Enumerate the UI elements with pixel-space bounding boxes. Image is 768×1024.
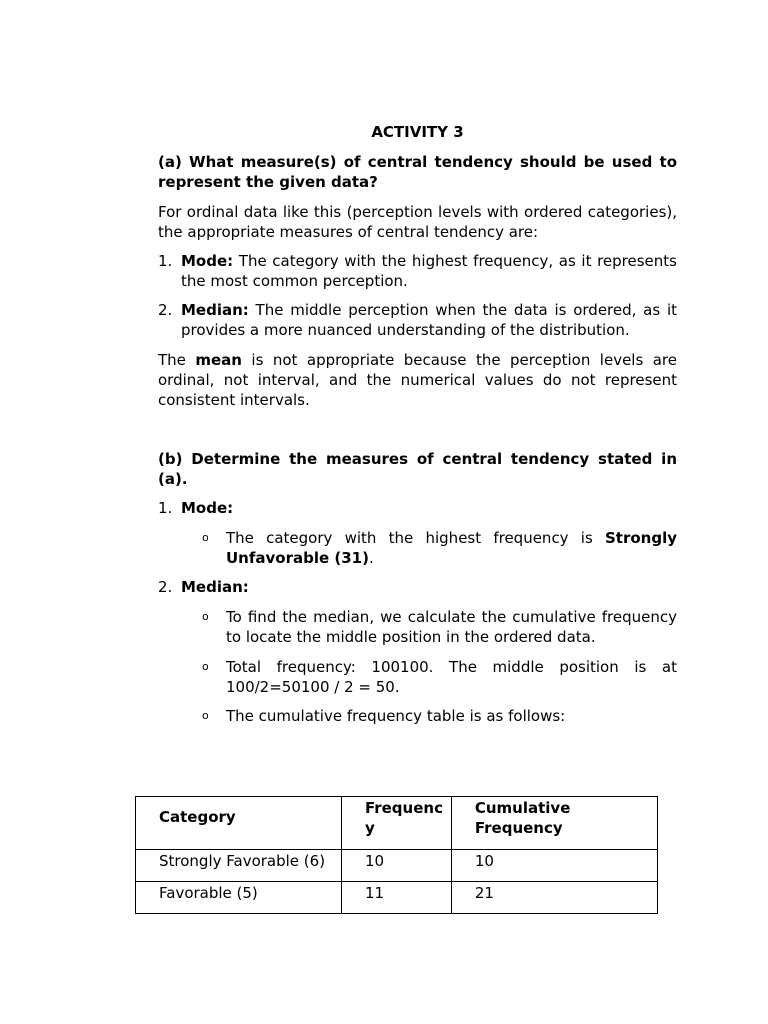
list-item-label: Mode:	[181, 499, 234, 517]
bullet-marker: o	[202, 709, 209, 722]
bullet-text	[226, 528, 677, 568]
bullet-item-mode-result	[202, 528, 677, 568]
list-number: 2.	[158, 301, 173, 319]
cell-cumulative	[451, 882, 657, 914]
list-item-text	[181, 300, 677, 340]
bullet-marker: o	[202, 531, 209, 544]
header-cumulative-line2: Frequency	[474, 819, 563, 837]
cell-frequency	[341, 850, 451, 882]
cell-frequency-text: 10	[364, 852, 385, 870]
header-frequency-line2: y	[364, 819, 375, 837]
bullet-text: Total frequency: 100100. The middle position is at 100/2=50100 / 2 = 50.	[226, 658, 677, 696]
list-item-body: The category with the highest frequency, as it represents the most common perception.	[181, 252, 677, 290]
cell-frequency-text: 11	[364, 884, 385, 902]
cell-cumulative-text: 10	[474, 852, 494, 870]
mean-note	[158, 350, 677, 410]
page-title: ACTIVITY 3	[371, 123, 464, 141]
list-item-label: Mode:	[181, 252, 234, 270]
header-frequency-line1: Frequenc	[364, 799, 443, 817]
cell-category	[136, 850, 342, 882]
cell-frequency	[341, 882, 451, 914]
bullet-text: To find the median, we calculate the cumulative frequency to locate the middle position in the ordered data.	[226, 608, 677, 646]
cell-category-text: Strongly Favorable (6)	[159, 852, 326, 870]
mean-note-pre: The	[158, 351, 196, 369]
header-cumulative-line1: Cumulative	[474, 799, 571, 817]
header-frequency-label	[342, 797, 451, 838]
list-item-mode	[158, 251, 677, 291]
cell-category-text: Favorable (5)	[159, 884, 258, 902]
bullet-item-median-method	[202, 607, 677, 647]
part-a-heading: (a) What measure(s) of central tendency should be used to represent the given data?	[158, 153, 677, 191]
list-item-label: Median:	[181, 301, 249, 319]
list-item-text	[181, 251, 677, 291]
header-cumulative	[451, 797, 657, 850]
header-category-label: Category	[159, 808, 236, 826]
header-cumulative-label	[452, 797, 657, 838]
cumulative-frequency-table	[135, 796, 658, 914]
table-row	[136, 882, 658, 914]
mean-note-post: is not appropriate because the perception levels are ordinal, not interval, and the numerical values do not represent consistent intervals.	[158, 351, 677, 409]
cell-cumulative	[451, 850, 657, 882]
list-item-label: Median:	[181, 578, 249, 596]
list-item-median-b	[158, 577, 677, 597]
list-number: 2.	[158, 578, 173, 596]
table-header-row	[136, 797, 658, 850]
list-number: 1.	[158, 252, 173, 270]
part-a-intro: For ordinal data like this (perception levels with ordered categories), the appropriate measures of central tendency are:	[158, 203, 677, 241]
bullet-marker: o	[202, 610, 209, 623]
bullet-item-total-frequency	[202, 657, 677, 697]
bullet-text-bold: Strongly Unfavorable (31)	[226, 529, 677, 567]
list-item-median	[158, 300, 677, 340]
list-number: 1.	[158, 499, 173, 517]
bullet-text-post: .	[368, 549, 374, 567]
part-b-heading: (b) Determine the measures of central tendency stated in (a).	[158, 450, 677, 488]
list-item-mode-b	[158, 498, 677, 518]
cell-category	[136, 882, 342, 914]
table-row	[136, 850, 658, 882]
cell-cumulative-text: 21	[474, 884, 494, 902]
bullet-item-table-intro	[202, 706, 677, 726]
header-category	[136, 797, 342, 850]
list-item-body: The middle perception when the data is ordered, as it provides a more nuanced understanding of the distribution.	[181, 301, 677, 339]
mean-note-bold: mean	[195, 351, 242, 369]
bullet-text: The cumulative frequency table is as follows:	[226, 707, 566, 725]
bullet-marker: o	[202, 660, 209, 673]
bullet-text-pre: The category with the highest frequency is	[226, 529, 605, 547]
header-frequency	[341, 797, 451, 850]
